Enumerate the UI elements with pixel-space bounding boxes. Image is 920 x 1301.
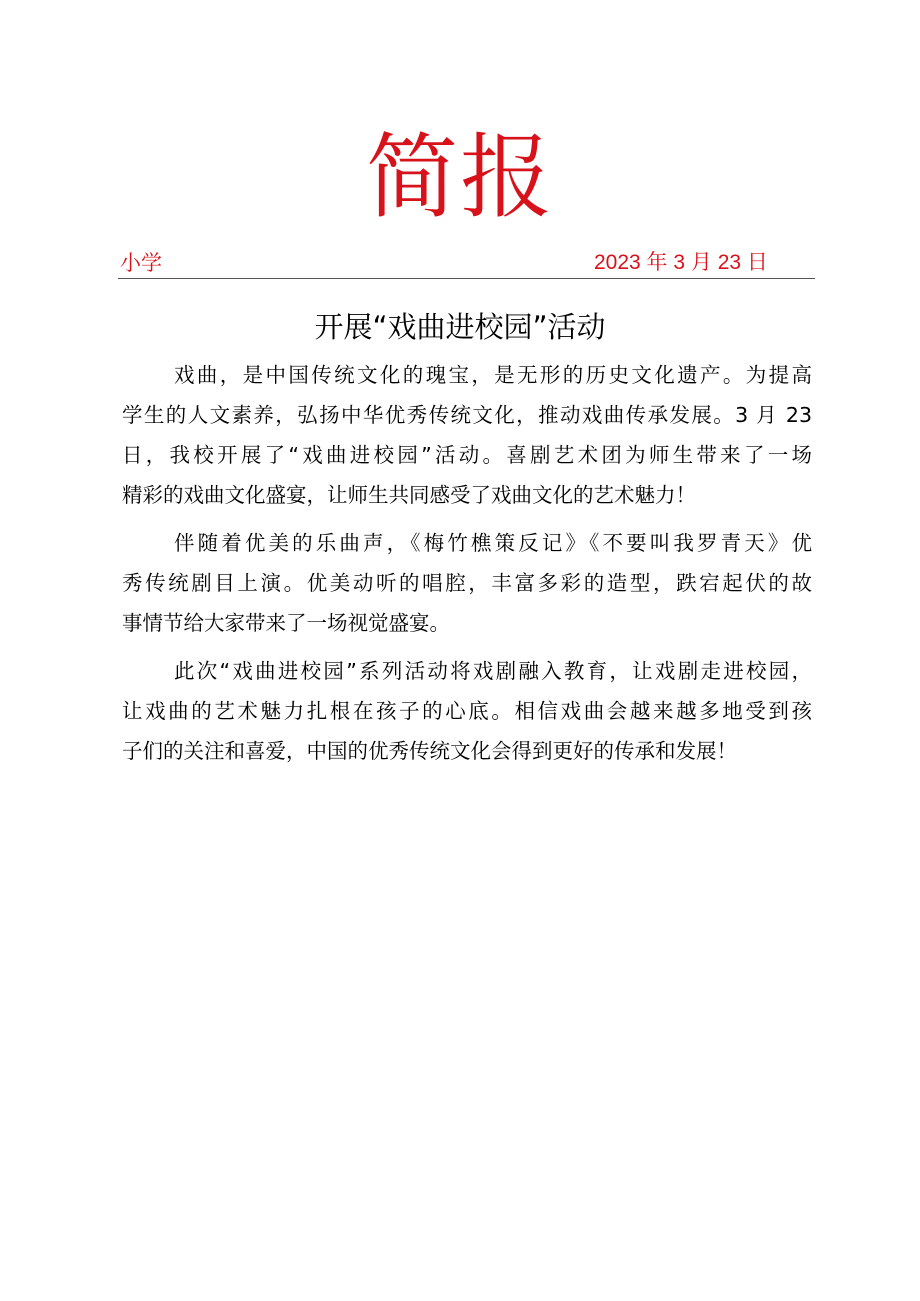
masthead-title: 简报	[365, 124, 554, 231]
paragraph-line: 戏曲，是中国传统文化的瑰宝，是无形的历史文化遗产。为提高	[174, 363, 812, 387]
paragraph-line: 学生的人文素养，弘扬中华优秀传统文化，推动戏曲传承发展。3 月 23	[122, 403, 812, 427]
school-name: 小学	[120, 251, 162, 275]
paragraph-line: 秀传统剧目上演。优美动听的唱腔，丰富多彩的造型，跌宕起伏的故	[122, 571, 812, 595]
paragraph-line: 精彩的戏曲文化盛宴，让师生共同感受了戏曲文化的艺术魅力！	[122, 483, 696, 507]
header-divider	[118, 278, 815, 279]
paragraph-line: 子们的关注和喜爱，中国的优秀传统文化会得到更好的传承和发展！	[122, 739, 737, 763]
paragraph-line: 伴随着优美的乐曲声，《梅竹樵策反记》《不要叫我罗青天》优	[174, 531, 812, 555]
paragraph-3	[122, 651, 812, 771]
paragraph-line: 此次“戏曲进校园”系列活动将戏剧融入教育，让戏剧走进校园，	[174, 659, 812, 683]
article-body	[122, 355, 812, 779]
article-headline: 开展“戏曲进校园”活动	[314, 310, 606, 344]
issue-date: 2023 年 3 月 23 日	[594, 251, 768, 274]
paragraph-line: 日，我校开展了“戏曲进校园”活动。喜剧艺术团为师生带来了一场	[122, 443, 812, 467]
paragraph-1	[122, 355, 812, 515]
paragraph-line: 事情节给大家带来了一场视觉盛宴。	[122, 611, 450, 635]
paragraph-2	[122, 523, 812, 643]
paragraph-line: 让戏曲的艺术魅力扎根在孩子的心底。相信戏曲会越来越多地受到孩	[122, 699, 812, 723]
